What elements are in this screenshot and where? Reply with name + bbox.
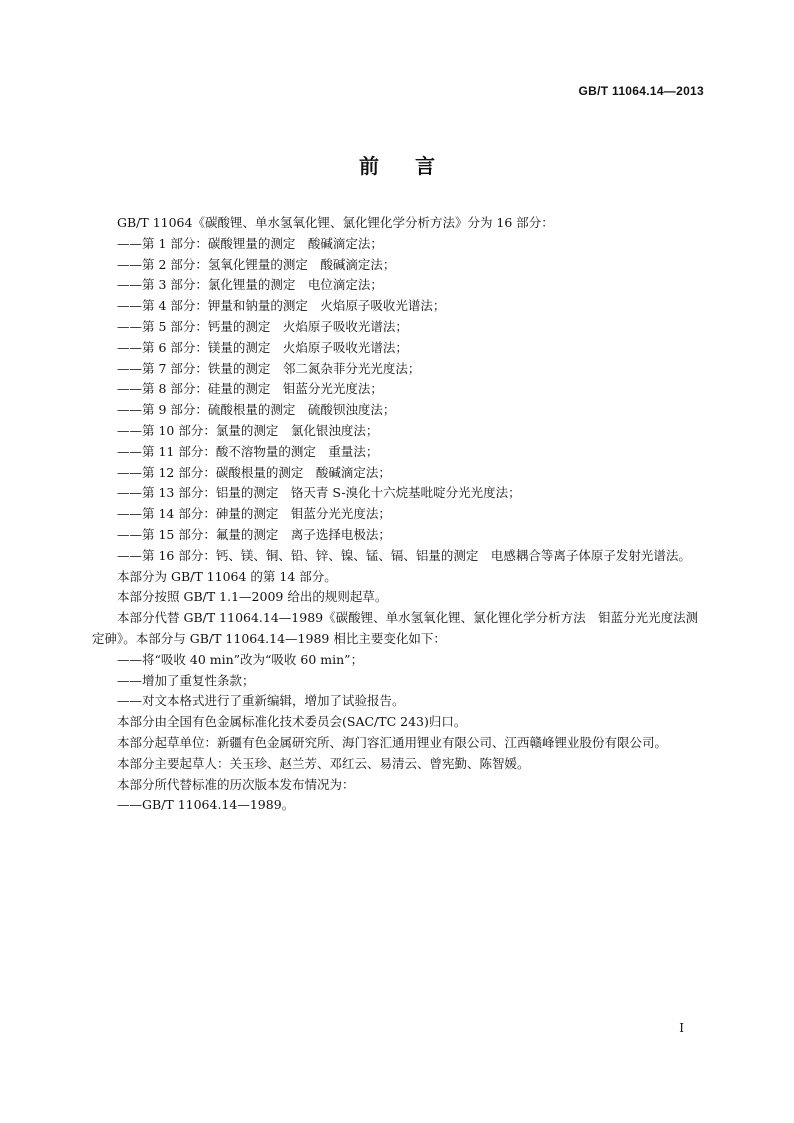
list-item: ——第 5 部分：钙量的测定 火焰原子吸收光谱法； — [117, 318, 408, 334]
paragraph: 本部分代替 GB/T 11064.14—1989《碳酸锂、单水氢氧化锂、氯化锂化学分析方法 钼蓝分光光度法测定砷》。本部分与 GB/T 11064.14—1989 相比主要变化如下： — [92, 610, 699, 646]
list-item: ——第 6 部分：镁量的测定 火焰原子吸收光谱法； — [117, 339, 408, 355]
list-item: ——第 12 部分：碳酸根量的测定 酸碱滴定法； — [117, 464, 391, 480]
list-item: ——第 3 部分：氯化锂量的测定 电位滴定法； — [117, 277, 383, 293]
list-item: ——第 15 部分：氟量的测定 离子选择电极法； — [117, 526, 391, 542]
paragraph: 本部分所代替标准的历次版本发布情况为： — [117, 776, 355, 792]
list-item: ——第 13 部分：铝量的测定 铬天青 S-溴化十六烷基吡啶分光光度法； — [117, 485, 521, 501]
paragraph: 本部分主要起草人：关玉珍、赵兰芳、邓红云、易清云、曾宪勤、陈智媛。 — [117, 755, 530, 771]
list-item: ——增加了重复性条款； — [117, 672, 255, 688]
list-item: ——第 14 部分：砷量的测定 钼蓝分光光度法； — [117, 506, 391, 522]
paragraph: 本部分由全国有色金属标准化技术委员会(SAC/TC 243)归口。 — [117, 714, 467, 730]
list-item: ——第 7 部分：铁量的测定 邻二氮杂菲分光光度法； — [117, 360, 421, 376]
paragraph: 本部分按照 GB/T 1.1—2009 给出的规则起草。 — [117, 589, 388, 605]
list-item: ——第 11 部分：酸不溶物量的测定 重量法； — [117, 443, 379, 459]
list-item: ——第 10 部分：氯量的测定 氯化银浊度法； — [117, 422, 379, 438]
list-item: ——第 16 部分：钙、镁、铜、铅、锌、镍、锰、镉、铝量的测定 电感耦合等离子体原子发射光谱法。 — [117, 547, 691, 563]
list-item: ——第 2 部分：氢氧化锂量的测定 酸碱滴定法； — [117, 256, 396, 272]
standard-code: GB/T 11064.14—2013 — [578, 84, 704, 98]
list-item: ——第 4 部分：钾量和钠量的测定 火焰原子吸收光谱法； — [117, 298, 446, 314]
list-item: ——第 1 部分：碳酸锂量的测定 酸碱滴定法； — [117, 235, 383, 251]
intro-paragraph: GB/T 11064《碳酸锂、单水氢氧化锂、氯化锂化学分析方法》分为 16 部分： — [117, 215, 554, 230]
paragraph: 本部分为 GB/T 11064 的第 14 部分。 — [117, 568, 337, 584]
list-item: ——第 8 部分：硅量的测定 钼蓝分光光度法； — [117, 381, 383, 397]
list-item: ——将“吸收 40 min”改为“吸收 60 min”； — [117, 651, 364, 667]
list-item: ——第 9 部分：硫酸根量的测定 硫酸钡浊度法； — [117, 402, 396, 418]
page-number: I — [679, 1021, 684, 1035]
page-title: 前言 — [359, 154, 471, 178]
paragraph: 本部分起草单位：新疆有色金属研究所、海门容汇通用锂业有限公司、江西赣峰锂业股份有限公司。 — [117, 734, 668, 750]
list-item: ——GB/T 11064.14—1989。 — [117, 797, 295, 813]
foreword-body — [92, 213, 710, 816]
list-item: ——对文本格式进行了重新编辑，增加了试验报告。 — [117, 693, 405, 709]
